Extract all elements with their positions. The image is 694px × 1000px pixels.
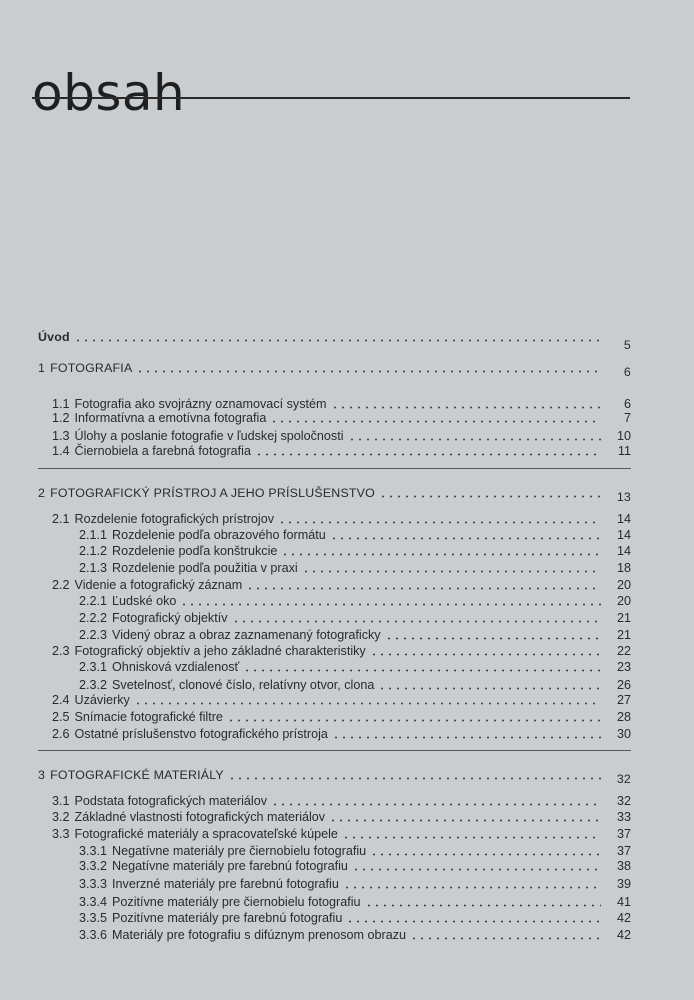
toc-entry-label: FOTOGRAFICKÝ PRÍSTROJ A JEHO PRÍSLUŠENSTVO bbox=[50, 486, 375, 500]
toc-entry-label: Inverzné materiály pre farebnú fotografiu bbox=[112, 877, 339, 891]
toc-dot-leader bbox=[74, 339, 601, 342]
toc-entry bbox=[79, 659, 631, 675]
toc-entry-label: Svetelnosť, clonové číslo, relatívny otvor, clona bbox=[112, 678, 375, 692]
toc-dot-leader bbox=[302, 570, 601, 573]
toc-entry-label: Podstata fotografických materiálov bbox=[74, 794, 268, 808]
toc-dot-leader bbox=[134, 702, 601, 705]
toc-entry-number: 2.2.1 bbox=[79, 594, 108, 608]
toc-entry-label: Snímacie fotografické filtre bbox=[74, 710, 223, 724]
toc-entry bbox=[79, 627, 631, 643]
toc-entry-number: 1 bbox=[38, 361, 46, 375]
toc-dot-leader bbox=[410, 937, 601, 940]
toc-dot-leader bbox=[332, 736, 601, 739]
toc-entry-number: 3.3.4 bbox=[79, 895, 108, 909]
toc-entry bbox=[52, 428, 631, 444]
toc-dot-leader bbox=[243, 669, 601, 672]
toc-entry-page: 13 bbox=[616, 490, 631, 504]
toc-entry-label: Videný obraz a obraz zaznamenaný fotograficky bbox=[112, 628, 381, 642]
toc-dot-leader bbox=[331, 406, 602, 409]
toc-entry bbox=[52, 577, 631, 593]
page-title: obsah bbox=[32, 63, 186, 122]
toc-entry-page: 32 bbox=[616, 794, 631, 808]
toc-entry-label: Fotografické materiály a spracovateľské kúpele bbox=[74, 827, 338, 841]
toc-entry bbox=[79, 543, 631, 559]
toc-entry-label: Čiernobiela a farebná fotografia bbox=[74, 444, 251, 458]
toc-dot-leader bbox=[343, 886, 601, 889]
toc-entry-page: 11 bbox=[617, 444, 631, 458]
toc-entry-page: 10 bbox=[616, 429, 631, 443]
toc-entry-number: 3.1 bbox=[52, 794, 70, 808]
toc-dot-leader bbox=[330, 537, 601, 540]
toc-entry-number: 1.2 bbox=[52, 411, 70, 425]
toc-entry-page: 18 bbox=[616, 561, 631, 575]
toc-entry-number: 2.1 bbox=[52, 512, 70, 526]
toc-entry-page: 23 bbox=[616, 660, 631, 674]
toc-entry-page: 37 bbox=[616, 827, 631, 841]
toc-dot-leader bbox=[227, 719, 601, 722]
toc-entry-page: 6 bbox=[623, 365, 631, 379]
toc-dot-leader bbox=[365, 904, 601, 907]
toc-entry-label: Rozdelenie podľa použitia v praxi bbox=[112, 561, 298, 575]
toc-entry bbox=[79, 560, 631, 576]
toc-entry-label: Úvod bbox=[38, 330, 70, 344]
toc-dot-leader bbox=[278, 521, 601, 524]
toc-entry-page: 6 bbox=[623, 397, 631, 411]
toc-entry bbox=[38, 360, 631, 379]
toc-entry-number: 2.5 bbox=[52, 710, 70, 724]
toc-entry bbox=[79, 910, 631, 926]
toc-entry-label: Materiály pre fotografiu s difúznym prenosom obrazu bbox=[112, 928, 407, 942]
toc-entry-number: 3 bbox=[38, 768, 46, 782]
toc-entry bbox=[52, 809, 631, 825]
toc-entry-label: Negatívne materiály pre farebnú fotografiu bbox=[112, 859, 348, 873]
toc-entry-number: 2.3.1 bbox=[79, 660, 108, 674]
toc-entry-number: 2.2 bbox=[52, 578, 70, 592]
toc-entry-number: 2.2.2 bbox=[79, 611, 108, 625]
toc-entry-label: Pozitívne materiály pre čiernobielu fotografiu bbox=[112, 895, 361, 909]
toc-entry-page: 37 bbox=[616, 844, 631, 858]
toc-entry bbox=[79, 593, 631, 609]
toc-dot-leader bbox=[136, 370, 601, 373]
toc-entry bbox=[79, 858, 631, 874]
toc-entry-number: 1.1 bbox=[52, 397, 70, 411]
toc-dot-leader bbox=[180, 603, 601, 606]
toc-entry-label: Informatívna a emotívna fotografia bbox=[74, 411, 267, 425]
toc-entry-number: 2.1.2 bbox=[79, 544, 108, 558]
toc-entry bbox=[79, 610, 631, 626]
toc-entry bbox=[79, 927, 631, 943]
toc-entry bbox=[52, 443, 631, 459]
toc-entry bbox=[52, 709, 631, 725]
toc-entry bbox=[79, 677, 631, 693]
toc-entry bbox=[79, 876, 631, 892]
toc-entry-label: Fotografia ako svojrázny oznamovací systém bbox=[74, 397, 327, 411]
toc-dot-leader bbox=[370, 853, 601, 856]
toc-entry-page: 38 bbox=[616, 859, 631, 873]
toc-entry-page: 32 bbox=[616, 772, 631, 786]
toc-entry-label: Fotografický objektív a jeho základné charakteristiky bbox=[74, 644, 366, 658]
toc-entry bbox=[79, 527, 631, 543]
toc-entry-label: Rozdelenie fotografických prístrojov bbox=[74, 512, 275, 526]
toc-entry bbox=[79, 894, 631, 910]
toc-entry-number: 1.4 bbox=[52, 444, 70, 458]
toc-entry-page: 7 bbox=[623, 411, 631, 425]
toc-dot-leader bbox=[246, 587, 601, 590]
toc-entry-page: 33 bbox=[616, 810, 631, 824]
toc-entry-label: Rozdelenie podľa obrazového formátu bbox=[112, 528, 326, 542]
toc-entry-label: Fotografický objektív bbox=[112, 611, 228, 625]
toc-entry-number: 1.3 bbox=[52, 429, 70, 443]
chapter-divider bbox=[38, 750, 631, 751]
toc-entry-number: 2.1.3 bbox=[79, 561, 108, 575]
toc-entry-page: 26 bbox=[616, 678, 631, 692]
toc-entry-number: 2 bbox=[38, 486, 46, 500]
toc-entry bbox=[52, 511, 631, 527]
toc-entry-page: 21 bbox=[616, 611, 631, 625]
toc-dot-leader bbox=[281, 553, 601, 556]
toc-entry-page: 21 bbox=[616, 628, 631, 642]
toc-entry-label: Ostatné príslušenstvo fotografického prístroja bbox=[74, 727, 328, 741]
toc-dot-leader bbox=[228, 777, 601, 780]
toc-entry-label: Ohnisková vzdialenosť bbox=[112, 660, 240, 674]
toc-entry bbox=[52, 643, 631, 659]
toc-entry-page: 14 bbox=[616, 528, 631, 542]
toc-entry-page: 42 bbox=[616, 928, 631, 942]
chapter-divider bbox=[38, 468, 631, 469]
toc-entry-page: 28 bbox=[616, 710, 631, 724]
toc-entry-label: FOTOGRAFIA bbox=[50, 361, 133, 375]
toc-entry-page: 20 bbox=[616, 594, 631, 608]
toc-entry bbox=[52, 410, 631, 426]
toc-entry-number: 2.1.1 bbox=[79, 528, 108, 542]
toc-entry-page: 42 bbox=[616, 911, 631, 925]
toc-dot-leader bbox=[342, 836, 601, 839]
toc-entry-page: 14 bbox=[616, 512, 631, 526]
toc-dot-leader bbox=[379, 495, 601, 498]
toc-dot-leader bbox=[270, 420, 601, 423]
toc-dot-leader bbox=[346, 920, 601, 923]
toc-entry bbox=[38, 329, 631, 352]
toc-entry-number: 3.2 bbox=[52, 810, 70, 824]
toc-dot-leader bbox=[348, 438, 601, 441]
toc-entry-page: 27 bbox=[616, 693, 631, 707]
toc-entry bbox=[52, 692, 631, 708]
toc-entry-label: Úlohy a poslanie fotografie v ľudskej spoločnosti bbox=[74, 429, 344, 443]
toc-entry-label: Základné vlastnosti fotografických materiálov bbox=[74, 810, 326, 824]
toc-dot-leader bbox=[385, 637, 601, 640]
toc-entry-page: 39 bbox=[616, 877, 631, 891]
toc-entry-label: Ľudské oko bbox=[112, 594, 177, 608]
toc-entry-number: 2.2.3 bbox=[79, 628, 108, 642]
toc-entry-label: Uzávierky bbox=[74, 693, 130, 707]
toc-entry-number: 3.3.1 bbox=[79, 844, 108, 858]
toc-dot-leader bbox=[352, 868, 601, 871]
toc-entry bbox=[52, 793, 631, 809]
toc-entry-number: 3.3.5 bbox=[79, 911, 108, 925]
toc-entry-number: 2.3 bbox=[52, 644, 70, 658]
toc-entry-label: Pozitívne materiály pre farebnú fotografiu bbox=[112, 911, 343, 925]
toc-entry bbox=[52, 726, 631, 742]
toc-entry-page: 5 bbox=[623, 338, 631, 352]
toc-dot-leader bbox=[271, 803, 601, 806]
toc-dot-leader bbox=[232, 620, 601, 623]
toc-dot-leader bbox=[378, 687, 601, 690]
toc-entry bbox=[79, 843, 631, 859]
toc-entry-number: 2.4 bbox=[52, 693, 70, 707]
toc-entry bbox=[52, 826, 631, 842]
toc-entry-number: 3.3.3 bbox=[79, 877, 108, 891]
toc-entry-label: Rozdelenie podľa konštrukcie bbox=[112, 544, 278, 558]
toc-entry-page: 41 bbox=[616, 895, 631, 909]
toc-entry-number: 3.3.2 bbox=[79, 859, 108, 873]
toc-entry-label: FOTOGRAFICKÉ MATERIÁLY bbox=[50, 768, 224, 782]
toc-entry-number: 3.3.6 bbox=[79, 928, 108, 942]
toc-entry-page: 20 bbox=[616, 578, 631, 592]
toc-dot-leader bbox=[255, 453, 601, 456]
toc-entry-number: 2.3.2 bbox=[79, 678, 108, 692]
toc-entry-number: 2.6 bbox=[52, 727, 70, 741]
toc-entry bbox=[38, 485, 631, 504]
toc-dot-leader bbox=[329, 819, 601, 822]
toc-entry-page: 22 bbox=[616, 644, 631, 658]
toc-entry bbox=[38, 767, 631, 786]
toc-entry-page: 14 bbox=[616, 544, 631, 558]
toc-dot-leader bbox=[370, 653, 601, 656]
toc-entry-label: Negatívne materiály pre čiernobielu fotografiu bbox=[112, 844, 367, 858]
toc-entry-number: 3.3 bbox=[52, 827, 70, 841]
toc-entry-label: Videnie a fotografický záznam bbox=[74, 578, 243, 592]
toc-entry-page: 30 bbox=[616, 727, 631, 741]
